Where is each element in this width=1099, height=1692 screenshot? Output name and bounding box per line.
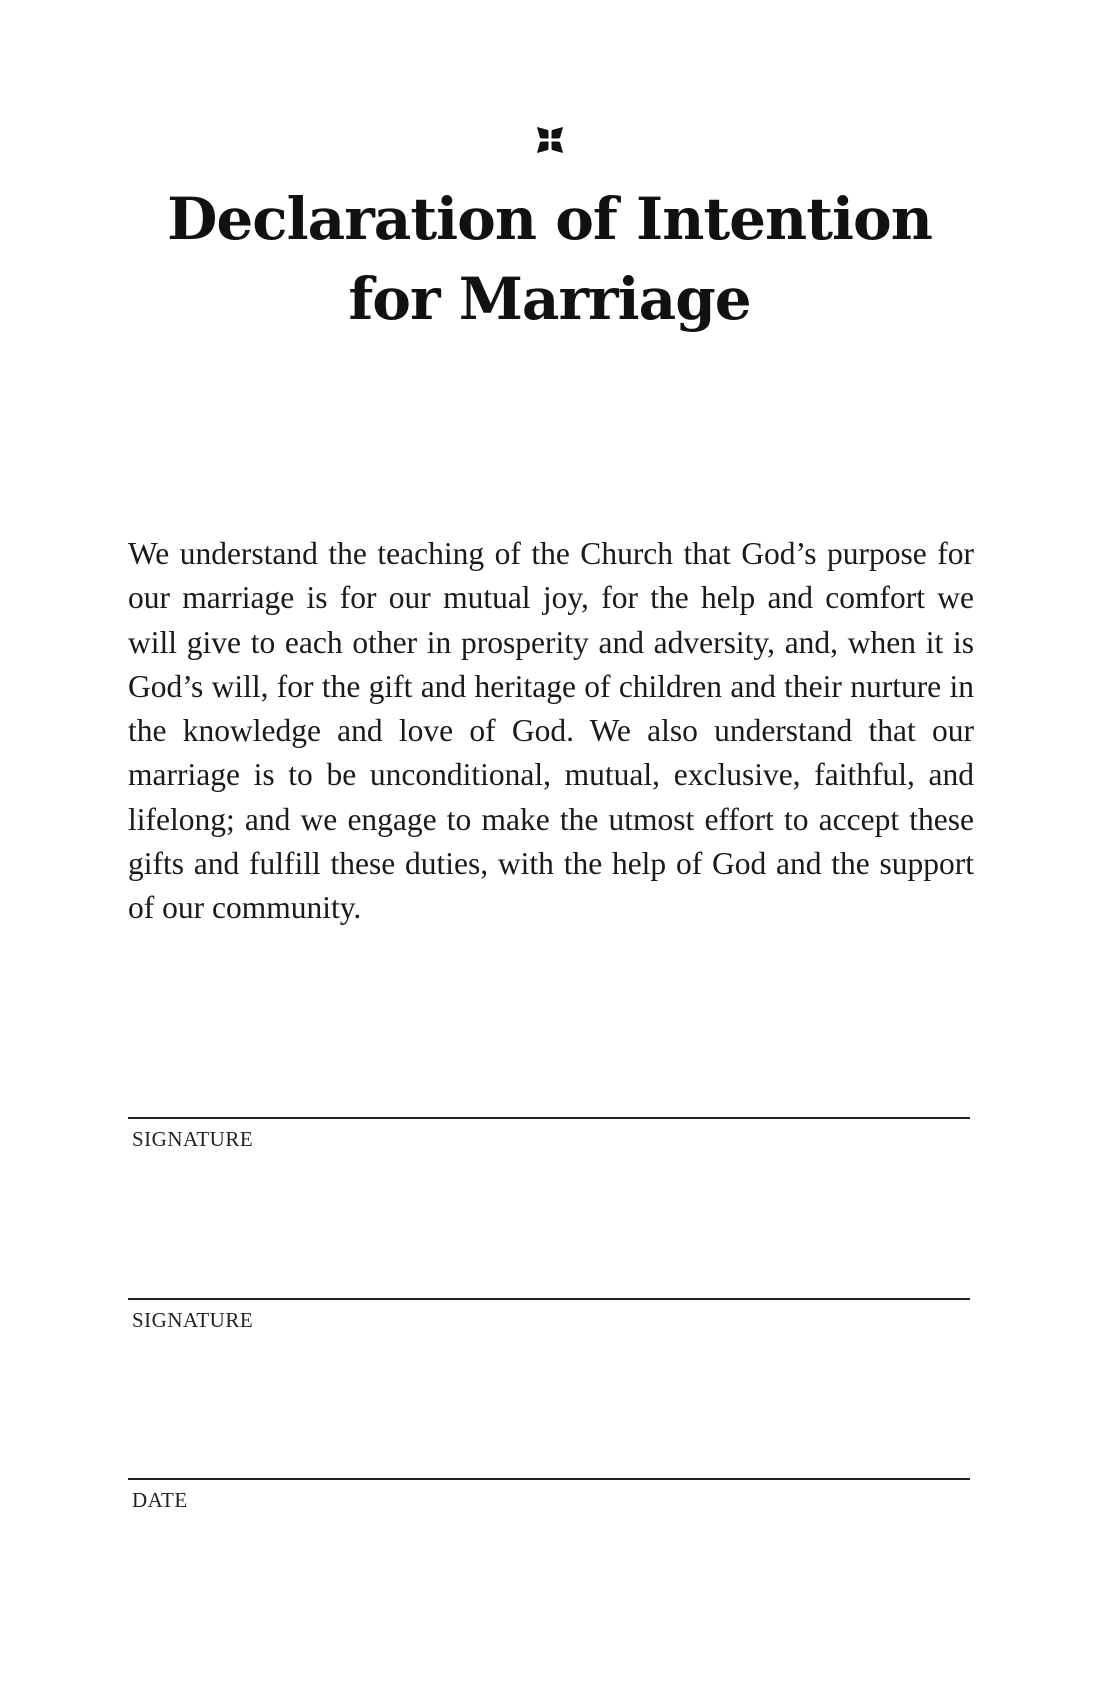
date-label: DATE bbox=[132, 1488, 188, 1512]
signature-label: SIGNATURE bbox=[132, 1127, 254, 1151]
title-line-1: Declaration of Intention bbox=[167, 185, 932, 253]
signature-line[interactable] bbox=[128, 1117, 970, 1119]
declaration-paragraph: We understand the teaching of the Church that God’s purpose for our marriage is for our mutual joy, for the help and comfort we will give to each other in prosperity and adversity, and, when it is God’s will, for the gift and heritage of children and their nurture in the knowledge and love of God. We also understand that our marriage is to be unconditional, mutual, exclusive, faithful, and lifelong; and we engage to make the utmost effort to accept these gifts and fulfill these duties, with the help of God and the support of our community. bbox=[128, 536, 974, 926]
signature-line[interactable] bbox=[128, 1298, 970, 1300]
signature-field-1[interactable] bbox=[128, 1117, 970, 1152]
title-line-2: for Marriage bbox=[348, 265, 751, 333]
signature-field-2[interactable] bbox=[128, 1298, 970, 1333]
date-field[interactable] bbox=[128, 1478, 970, 1513]
date-line[interactable] bbox=[128, 1478, 970, 1480]
signature-label: SIGNATURE bbox=[132, 1308, 254, 1332]
cross-icon bbox=[535, 125, 565, 155]
